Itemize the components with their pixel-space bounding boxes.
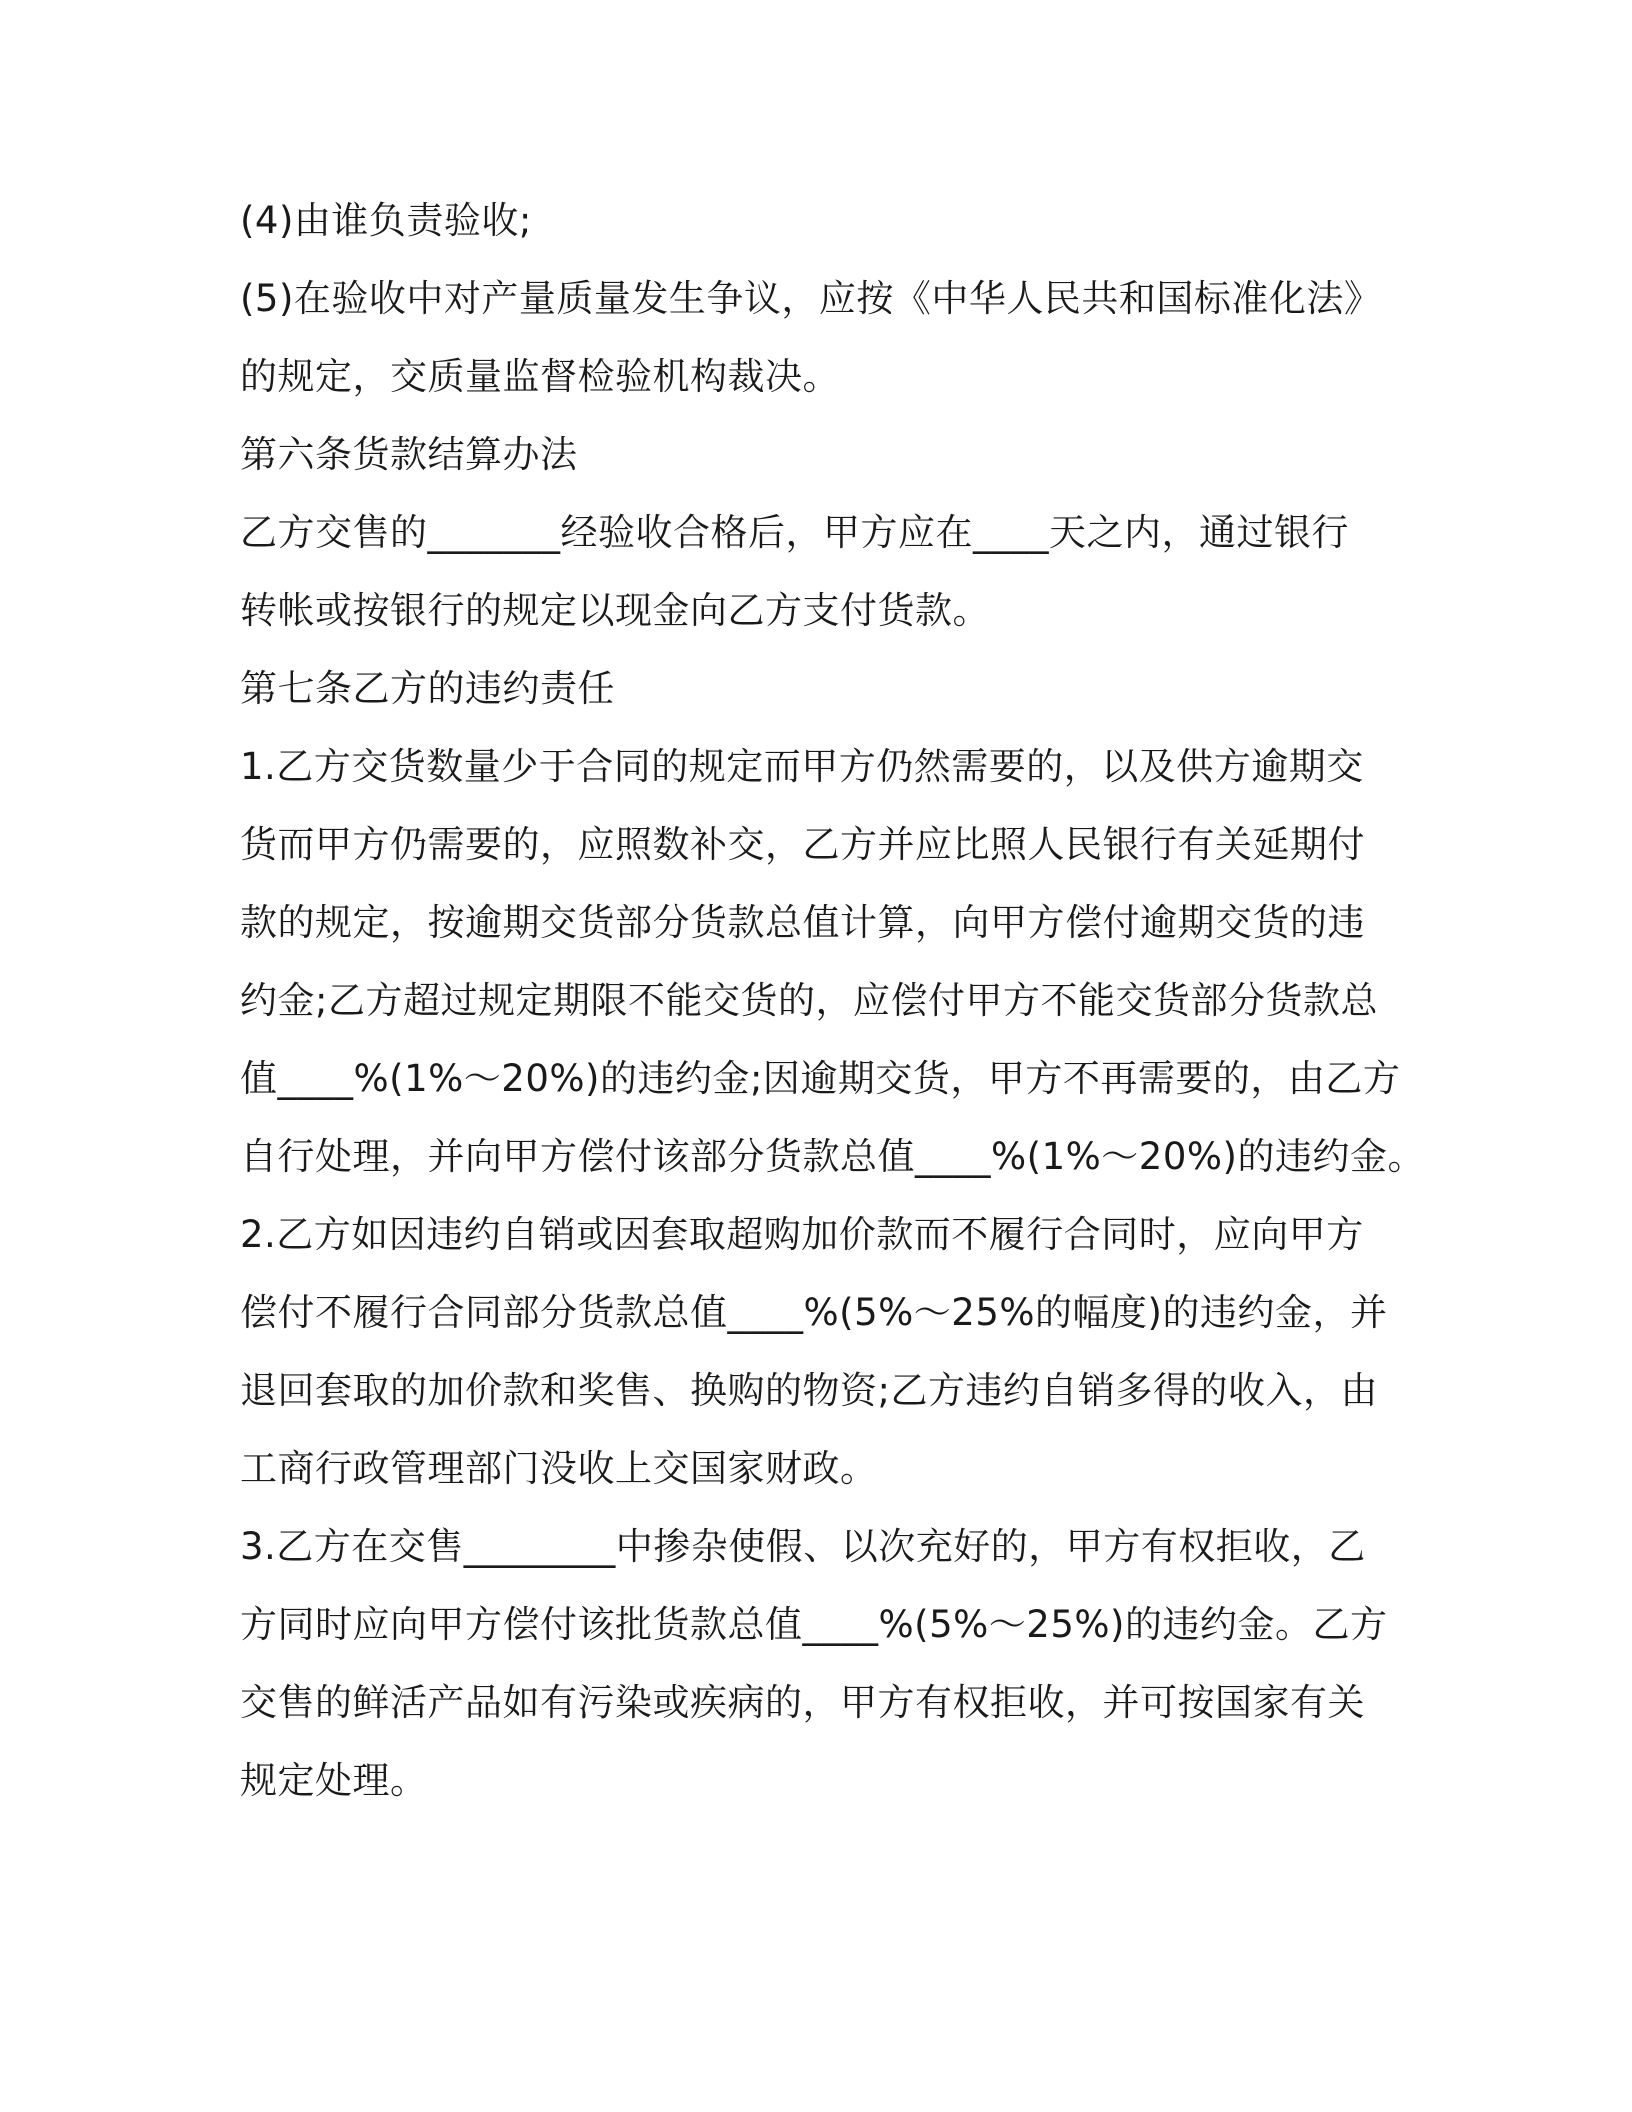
- text-line: 2.乙方如因违约自销或因套取超购加价款而不履行合同时，应向甲方: [240, 1213, 1364, 1256]
- text-line: 方同时应向甲方偿付该批货款总值____%(5%～25%)的违约金。乙方: [240, 1603, 1388, 1646]
- text-line: 1.乙方交货数量少于合同的规定而甲方仍然需要的，以及供方逾期交: [240, 745, 1364, 788]
- text-line: 自行处理，并向甲方偿付该部分货款总值____%(1%～20%)的违约金。: [240, 1135, 1425, 1178]
- text-line: 款的规定，按逾期交货部分货款总值计算，向甲方偿付逾期交货的违: [240, 901, 1365, 944]
- text-line: 值____%(1%～20%)的违约金;因逾期交货，甲方不再需要的，由乙方: [240, 1057, 1401, 1100]
- text-line: 转帐或按银行的规定以现金向乙方支付货款。: [240, 589, 990, 632]
- text-line: 偿付不履行合同部分货款总值____%(5%～25%的幅度)的违约金，并: [240, 1291, 1388, 1334]
- text-line: (4)由谁负责验收;: [240, 199, 532, 242]
- text-line: 工商行政管理部门没收上交国家财政。: [240, 1447, 878, 1490]
- text-line: 约金;乙方超过规定期限不能交货的，应偿付甲方不能交货部分货款总: [240, 979, 1378, 1022]
- text-line: 退回套取的加价款和奖售、换购的物资;乙方违约自销多得的收入，由: [240, 1369, 1378, 1412]
- text-line: 3.乙方在交售________中掺杂使假、以次充好的，甲方有权拒收，乙: [240, 1525, 1366, 1568]
- section-heading: 第七条乙方的违约责任: [240, 667, 615, 710]
- text-line: 的规定，交质量监督检验机构裁决。: [240, 355, 840, 398]
- section-heading: 第六条货款结算办法: [240, 433, 578, 476]
- text-line: 乙方交售的_______经验收合格后，甲方应在____天之内，通过银行: [240, 511, 1349, 554]
- text-line: 交售的鲜活产品如有污染或疾病的，甲方有权拒收，并可按国家有关: [240, 1681, 1365, 1724]
- text-line: (5)在验收中对产量质量发生争议，应按《中华人民共和国标准化法》: [240, 277, 1382, 320]
- text-line: 规定处理。: [240, 1759, 428, 1802]
- text-line: 货而甲方仍需要的，应照数补交，乙方并应比照人民银行有关延期付: [240, 823, 1365, 866]
- document-body: [240, 182, 1425, 1820]
